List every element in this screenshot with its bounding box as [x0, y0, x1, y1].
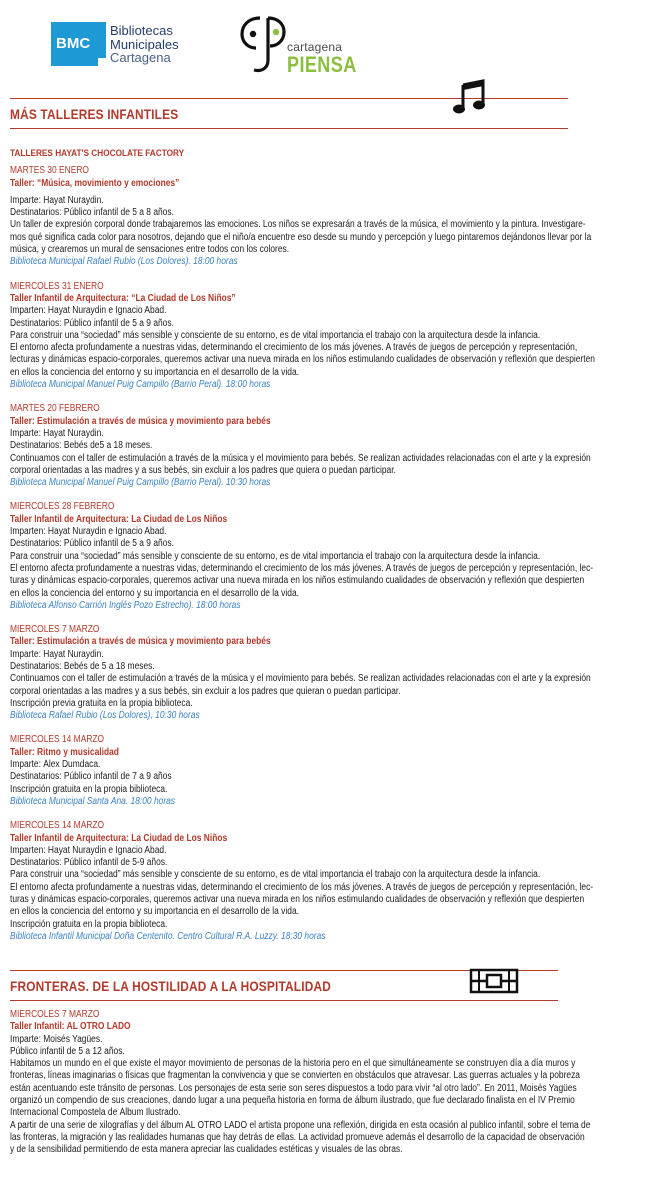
border-fence-icon [469, 966, 519, 996]
bmc-badge-text: BMC [56, 35, 91, 52]
event-line: Continuamos con el taller de estimulación a través de la música y el movimiento para bebés. Se realizan actividades relacionadas con el arte y la expresión [10, 452, 591, 464]
event-line: corporal orientadas a las madres y a sus bebés, sin excluir a los padres que quiera o puedan participar. [10, 464, 396, 476]
event-title: Taller: “Música, movimiento y emociones” [10, 177, 180, 189]
event-line: Imparte: Hayat Nuraydin. [10, 648, 104, 660]
event-line: Internacional Compostela de Álbum Ilustrado. [10, 1107, 181, 1119]
event-date: MARTES 20 FEBRERO [10, 403, 100, 415]
event-title: Taller Infantil de Arquitectura: La Ciudad de Los Niños [10, 513, 228, 525]
piensa-line-2: PIENSA [287, 52, 357, 77]
event-place: Biblioteca Rafael Rubio (Los Dolores), 10:30 horas [10, 710, 200, 722]
event-line: corporal orientadas a las madres y a sus bebés, sin excluir a los padres que quieran o puedan participar. [10, 685, 401, 697]
bmc-wordmark [110, 24, 179, 65]
event-line: Destinatarios: Bebés de5 a 18 meses. [10, 440, 153, 452]
bmc-line-1: Bibliotecas [110, 23, 173, 38]
event-line: Inscripción gratuita en la propia biblioteca. [10, 918, 168, 930]
piensa-line-1: cartagena [287, 40, 343, 54]
event-line: Un taller de expresión corporal donde trabajaremos las emociones. Los niños se expresarán a través de la música, el movimiento y la pintura. Investigare- [10, 219, 586, 231]
bmc-line-3: Cartagena [110, 50, 171, 65]
event-place: Biblioteca Infantil Municipal Doña Centenito. Centro Cultural R.A. Luzzy. 18:30 horas [10, 930, 326, 942]
event-title: Taller: Ritmo y musicalidad [10, 746, 119, 758]
event-line: en ellos la conciencia del entorno y su importancia en el desarrollo de la vida. [10, 587, 299, 599]
event-card [10, 624, 595, 722]
event-line: Imparte: Hayat Nuraydin. [10, 427, 104, 439]
event-place: Biblioteca Municipal Manuel Puig Campillo (Barrio Peral). 10:30 horas [10, 477, 271, 489]
event-title: Taller Infantil de Arquitectura: La Ciudad de Los Niños [10, 832, 228, 844]
event-line: mos qué significa cada color para nosotros, dejando que el niño/a encuentre eso desde su mundo y percepción y luego pintaremos dejándonos llevar por la [10, 231, 592, 243]
event-line: organizó un compendio de sus creaciones, dando lugar a una pequeña historia en forma de álbum ilustrado, que fue declarado finalista en el IV Premio [10, 1095, 575, 1107]
event-title: Taller Infantil de Arquitectura: “La Ciudad de Los Niños” [10, 292, 236, 304]
event-line: Continuamos con el taller de estimulación a través de la música y el movimiento para bebés. Se realizan actividades relacionadas con el arte y la expresión [10, 673, 591, 685]
event-card [10, 820, 595, 943]
event-card [10, 281, 595, 392]
event-line: Para construir una “sociedad” más sensible y consciente de su entorno, es de vital importancia el trabajo con la arquitectura desde la infancia. [10, 869, 541, 881]
event-date: MIÉRCOLES 31 ENERO [10, 280, 104, 292]
event-line: Imparten: Hayat Nuraydin e Ignacio Abad. [10, 844, 167, 856]
event-date: MIERCOLES 7 MARZO [10, 1009, 100, 1020]
event-line: turas y dinámicas espacio-corporales, queremos activar una nueva mirada en los niños estimulando cualidades de observación y reflexión que despierten [10, 894, 585, 906]
event-date: MIÉRCOLES 14 MARZO [10, 734, 105, 746]
event-line: Para construir una “sociedad” más sensible y consciente de su entorno, es de vital importancia el trabajo con la arquitectura desde la infancia. [10, 329, 541, 341]
event-line: Público infantil de 5 a 12 años. [10, 1045, 125, 1057]
event-line: Imparte: Álex Dumdaca. [10, 759, 101, 771]
event-line: Inscripción previa gratuita en la propia biblioteca. [10, 697, 193, 709]
event-line: A partir de una serie de xilografías y del álbum AL OTRO LADO el artista propone una reflexión, dirigida en esta ocasión al publico infantil, sobre el tema de [10, 1119, 591, 1131]
section1-bottom-rule [10, 128, 568, 129]
cartagena-piensa-logo [240, 14, 290, 76]
event-line: fronteras, líneas imaginarias o físicas que fragmentan la convivencia y que se convierten en obstáculos que atravesar. Las guerras actuales y la pobreza [10, 1070, 580, 1082]
event-title: Taller Infantil: AL OTRO LADO [10, 1021, 131, 1033]
section2-title: FRONTERAS. DE LA HOSTILIDAD A LA HOSPITALIDAD [10, 978, 332, 994]
event-place: Biblioteca Alfonso Carrión Inglés Pozo Estrecho). 18:00 horas [10, 599, 241, 611]
event-card [10, 403, 595, 489]
event-line: Inscripción gratuita en la propia biblioteca. [10, 783, 168, 795]
event-date: MARTES 30 ENERO [10, 165, 89, 177]
event-line: Destinatarios: Público infantil de 7 a 9 años [10, 771, 172, 783]
music-note-icon [451, 79, 487, 115]
event-line: Destinatarios: Público infantil de 5 a 9 años. [10, 317, 174, 329]
section1-content [10, 148, 595, 943]
event-line: Destinatarios: Público infantil de 5 a 8 años. [10, 207, 174, 219]
event-date: MIÉRCOLES 7 MARZO [10, 624, 100, 636]
section1-title: MÁS TALLERES INFANTILES [10, 106, 179, 122]
event-line: música, y crearemos un mural de sensaciones entre todos con los colores. [10, 244, 290, 256]
event-title: Taller: Estimulación a través de música y movimiento para bebés [10, 415, 271, 427]
event-card [10, 501, 595, 612]
event-line: Destinatarios: Público infantil de 5-9 años. [10, 857, 168, 869]
section2-bottom-rule [10, 1000, 558, 1001]
bmc-logo [51, 22, 106, 66]
event-line: Para construir una “sociedad” más sensible y consciente de su entorno, es de vital importancia el trabajo con la arquitectura desde la infancia. [10, 550, 541, 562]
event-line: Imparte: Moisés Yagües. [10, 1033, 103, 1045]
event-title: Taller: Estimulación a través de música y movimiento para bebés [10, 636, 271, 648]
event-line: El entorno afecta profundamente a nuestras vidas, determinando el crecimiento de los más jóvenes. A través de juegos de percepción y representación, lec- [10, 881, 594, 893]
event-line: Destinatarios: Público infantil de 5 a 9 años. [10, 538, 174, 550]
section2-content [10, 1009, 595, 1157]
event-line: Imparten: Hayat Nuraydin e Ignacio Abad. [10, 305, 167, 317]
event-place: Biblioteca Municipal Manuel Puig Campillo (Barrio Peral). 18:00 horas [10, 379, 271, 391]
event-line: Imparte: Hayat Nuraydin. [10, 194, 104, 206]
event-line: Destinatarios: Bebés de 5 a 18 meses. [10, 660, 155, 672]
event-line: y de la sensibilidad permitiendo de esta manera apreciar las cualidades estéticas y visuales de las obras. [10, 1144, 403, 1156]
event-line: El entorno afecta profundamente a nuestras vidas, determinando el crecimiento de los más jóvenes. A través de juegos de percepción y representación, [10, 342, 578, 354]
event-line: Imparten: Hayat Nuraydin e Ignacio Abad. [10, 526, 167, 538]
group-label: TALLERES HAYAT'S CHOCOLATE FACTORY [10, 148, 185, 159]
event-date: MIÉRCOLES 28 FEBRERO [10, 501, 115, 513]
event-line: Habitamos un mundo en el que existe el mayor movimiento de personas de la historia pero en el que simultáneamente se construyen día a día muros y [10, 1058, 576, 1070]
event-card [10, 165, 595, 268]
bmc-line-2: Municipales [110, 36, 179, 52]
event-place: Biblioteca Municipal Santa Ana. 18:00 horas [10, 795, 176, 807]
event-line: en ellos la conciencia del entorno y su importancia en el desarrollo de la vida. [10, 906, 299, 918]
event-line: en ellos la conciencia del entorno y su importancia en el desarrollo de la vida. [10, 366, 299, 378]
event-line: están acentuando este tránsito de personas. Los personajes de esta serie son seres dispuestos a todo para vivir “al otro lado”. En 2011, Moisés Yagües [10, 1082, 577, 1094]
event-line: lecturas y dinámicas espacio-corporales, queremos activar una nueva mirada en los niños estimulando cualidades de observación y reflexión que despierten [10, 354, 595, 366]
event-place: Biblioteca Municipal Rafael Rubio (Los Dolores). 18:00 horas [10, 256, 238, 268]
event-card [10, 734, 595, 808]
event-date: MIÉRCOLES 14 MARZO [10, 820, 105, 832]
event-line: las fronteras, la migración y las realidades humanas que hay detrás de ellas. La actividad promueve además el desarrollo de la capacidad de observación [10, 1131, 585, 1143]
event-line: turas y dinámicas espacio-corporales, queremos activar una nueva mirada en los niños estimulando cualidades de observación y reflexión que despierten [10, 575, 585, 587]
event-line: El entorno afecta profundamente a nuestras vidas, determinando el crecimiento de los más jóvenes. A través de juegos de percepción y representación, lec- [10, 562, 594, 574]
